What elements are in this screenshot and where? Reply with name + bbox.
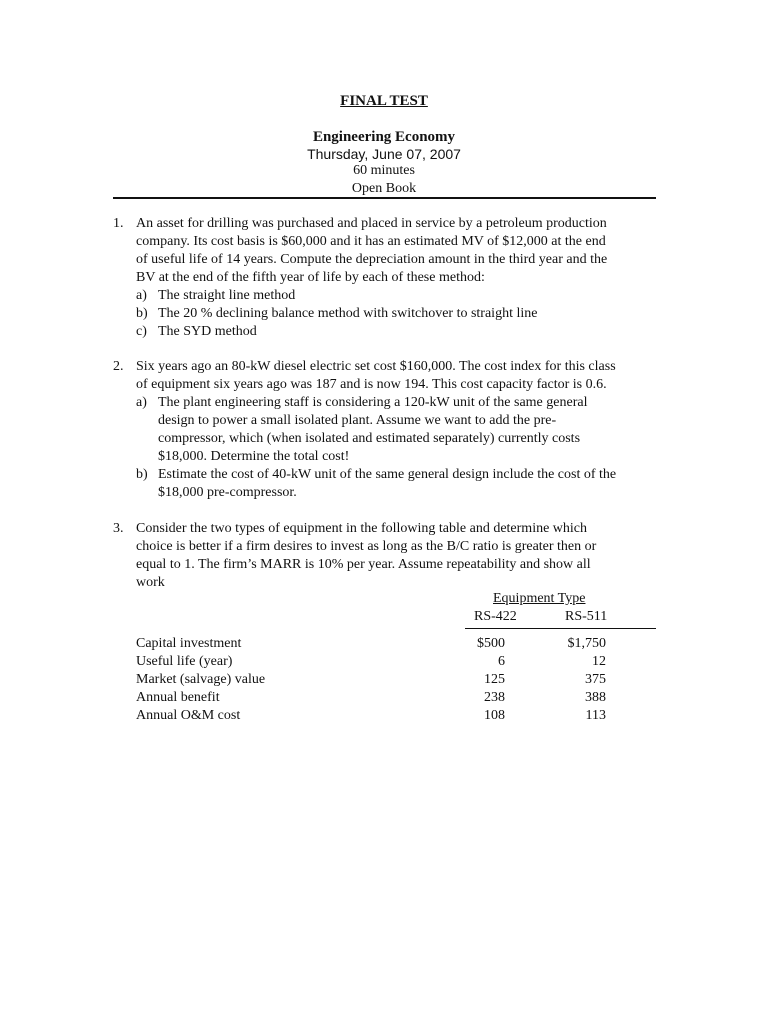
part-text: Estimate the cost of 40-kW unit of the same general design include the cost of the — [158, 467, 617, 482]
table-header-divider — [465, 628, 656, 629]
question-text-line: company. Its cost basis is $60,000 and it has an estimated MV of $12,000 at the end — [136, 234, 606, 249]
cell-rs-422: $500 — [477, 636, 505, 651]
part-label: a) — [136, 395, 147, 410]
part-label: b) — [136, 467, 148, 482]
question-number: 2. — [113, 359, 124, 374]
question-text-line: Six years ago an 80-kW diesel electric set cost $160,000. The cost index for this class — [136, 359, 616, 374]
cell-rs-422: 238 — [484, 690, 505, 705]
table-column-header: RS-422 — [474, 609, 517, 624]
part-text: $18,000 pre-compressor. — [158, 485, 297, 500]
part-text: The straight line method — [158, 288, 296, 303]
cell-rs-511: $1,750 — [567, 636, 606, 651]
exam-book-policy: Open Book — [351, 181, 417, 196]
row-label: Annual benefit — [136, 690, 220, 705]
part-text: The plant engineering staff is considering a 120-kW unit of the same general — [158, 395, 588, 410]
table-group-header: Equipment Type — [493, 591, 586, 606]
course-name: Engineering Economy — [312, 129, 456, 145]
question-number: 3. — [113, 521, 124, 536]
part-label: a) — [136, 288, 147, 303]
cell-rs-511: 388 — [585, 690, 606, 705]
table-column-header: RS-511 — [565, 609, 608, 624]
question-text-line: choice is better if a firm desires to invest as long as the B/C ratio is greater then or — [136, 539, 597, 554]
exam-title: FINAL TEST — [340, 93, 428, 109]
cell-rs-511: 12 — [592, 654, 606, 669]
question-text-line: work — [136, 575, 165, 590]
question-text-line: of useful life of 14 years. Compute the depreciation amount in the third year and the — [136, 252, 608, 267]
exam-duration: 60 minutes — [353, 163, 415, 178]
part-label: b) — [136, 306, 148, 321]
part-text: design to power a small isolated plant. Assume we want to add the pre- — [158, 413, 557, 428]
part-text: compressor, which (when isolated and estimated separately) currently costs — [158, 431, 581, 446]
cell-rs-511: 375 — [585, 672, 606, 687]
question-text-line: of equipment six years ago was 187 and is now 194. This cost capacity factor is 0.6. — [136, 377, 607, 392]
question-text-line: An asset for drilling was purchased and placed in service by a petroleum production — [136, 216, 607, 231]
cell-rs-422: 125 — [484, 672, 505, 687]
question-text-line: Consider the two types of equipment in the following table and determine which — [136, 521, 588, 536]
question-text-line: BV at the end of the fifth year of life by each of these method: — [136, 270, 485, 285]
header-divider — [113, 197, 656, 199]
cell-rs-422: 6 — [498, 654, 505, 669]
exam-date: Thursday, June 07, 2007 — [307, 146, 461, 162]
cell-rs-422: 108 — [484, 708, 505, 723]
row-label: Market (salvage) value — [136, 672, 266, 687]
part-text: The 20 % declining balance method with switchover to straight line — [158, 306, 538, 321]
row-label: Capital investment — [136, 636, 242, 651]
row-label: Annual O&M cost — [136, 708, 241, 723]
part-label: c) — [136, 324, 147, 339]
question-number: 1. — [113, 216, 124, 231]
question-text-line: equal to 1. The firm’s MARR is 10% per year. Assume repeatability and show all — [136, 557, 591, 572]
part-text: The SYD method — [158, 324, 257, 339]
row-label: Useful life (year) — [136, 654, 233, 669]
part-text: $18,000. Determine the total cost! — [158, 449, 350, 464]
cell-rs-511: 113 — [585, 708, 606, 723]
